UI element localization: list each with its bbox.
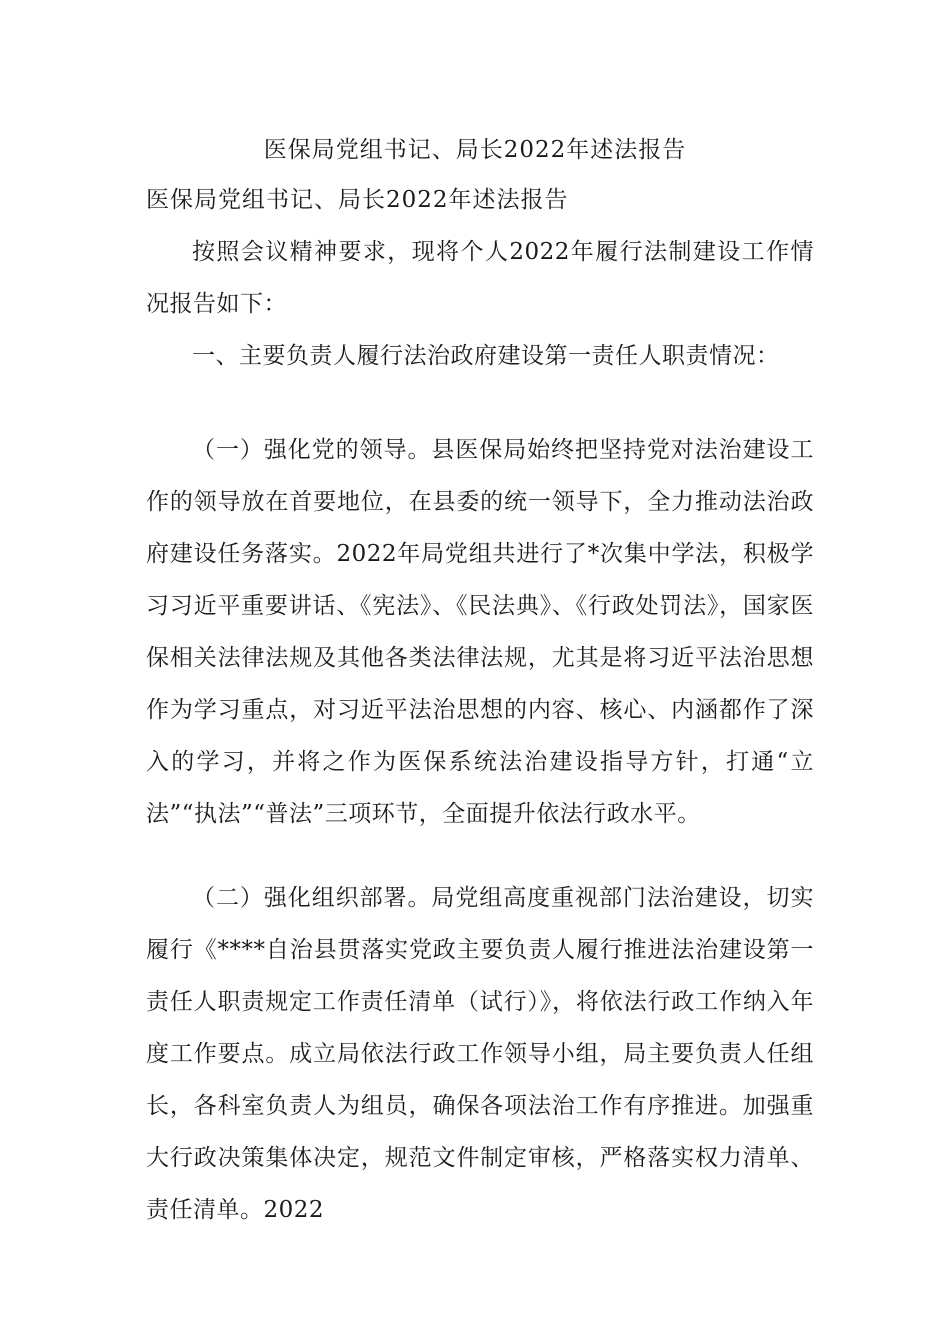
document-subtitle: 医保局党组书记、局长2022年述法报告 xyxy=(146,187,569,213)
intro-paragraph: 按照会议精神要求，现将个人2022年履行法制建设工作情况报告如下： xyxy=(146,239,814,317)
document-title: 医保局党组书记、局长2022年述法报告 xyxy=(263,137,687,163)
body-paragraph: （二）强化组织部署。局党组高度重视部门法治建设，切实履行《****自治县贯落实党政主要负责人履行推进法治建设第一责任人职责规定工作责任清单（试行）》，将依法行政工作纳入年度工作要点。成立局依法行政工作领导小组，局主要负责人任组长，各科室负责人为组员，确保各项法治工作有序推进。加强重大行政决策集体决定，规范文件制定审核，严格落实权力清单、责任清单。2022 xyxy=(146,885,814,1223)
section-heading: 一、主要负责人履行法治政府建设第一责任人职责情况： xyxy=(192,343,780,369)
body-paragraph: （一）强化党的领导。县医保局始终把坚持党对法治建设工作的领导放在首要地位，在县委的统一领导下，全力推动法治政府建设任务落实。2022年局党组共进行了*次集中学法，积极学习习近平重要讲话、《宪法》、《民法典》、《行政处罚法》，国家医保相关法律法规及其他各类法律法规，尤其是将习近平法治思想作为学习重点，对习近平法治思想的内容、核心、内涵都作了深入的学习，并将之作为医保系统法治建设指导方针，打通“立法”“执法”“普法”三项环节，全面提升依法行政水平。 xyxy=(146,437,814,827)
